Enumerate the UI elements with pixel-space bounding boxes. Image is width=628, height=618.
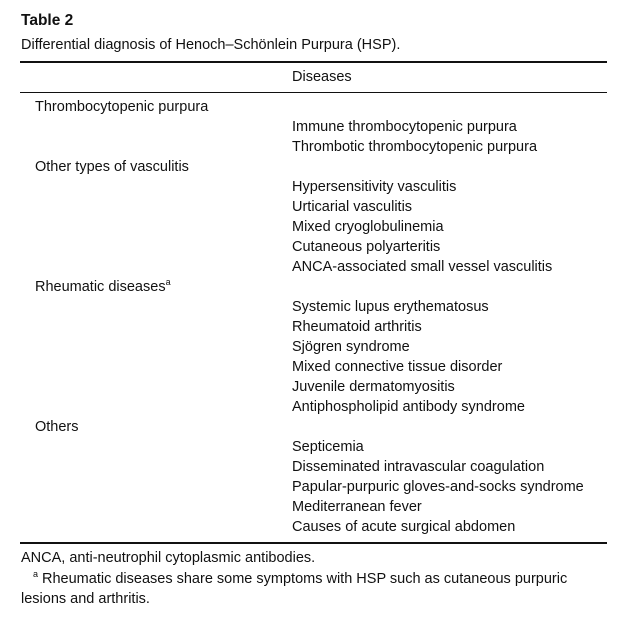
disease-item: Mediterranean fever (292, 499, 422, 515)
disease-item: Causes of acute surgical abdomen (292, 519, 516, 535)
top-rule (20, 61, 607, 63)
category-text: Rheumatic diseases (35, 279, 166, 295)
disease-item: Mixed connective tissue disorder (292, 359, 503, 375)
footnote-mark: a (165, 277, 171, 287)
disease-item: ANCA-associated small vessel vasculitis (292, 259, 553, 275)
table-caption: Differential diagnosis of Henoch–Schönlein Purpura (HSP). (21, 37, 401, 53)
disease-item: Thrombotic thrombocytopenic purpura (292, 139, 538, 155)
disease-item: Hypersensitivity vasculitis (292, 179, 457, 195)
disease-item: Urticarial vasculitis (292, 199, 413, 215)
category-thrombocytopenic-purpura: Thrombocytopenic purpura (35, 99, 209, 115)
disease-item: Antiphospholipid antibody syndrome (292, 399, 525, 415)
disease-item: Papular-purpuric gloves-and-socks syndrome (292, 479, 584, 495)
disease-item: Systemic lupus erythematosus (292, 299, 489, 315)
disease-item: Septicemia (292, 439, 364, 455)
footnote-text: Rheumatic diseases share some symptoms with HSP such as cutaneous purpuric lesions and arthritis. (21, 571, 568, 607)
disease-item: Immune thrombocytopenic purpura (292, 119, 517, 135)
footnote-abbreviation: ANCA, anti-neutrophil cytoplasmic antibodies. (21, 550, 316, 566)
disease-item: Cutaneous polyarteritis (292, 239, 441, 255)
footnote-rheumatic (21, 569, 611, 609)
bottom-rule (20, 542, 607, 544)
disease-item: Sjögren syndrome (292, 339, 410, 355)
disease-item: Mixed cryoglobulinemia (292, 219, 444, 235)
footnote-mark: a (33, 569, 39, 579)
category-other-vasculitis: Other types of vasculitis (35, 159, 189, 175)
category-rheumatic-diseases (35, 277, 171, 297)
disease-item: Rheumatoid arthritis (292, 319, 422, 335)
disease-item: Disseminated intravascular coagulation (292, 459, 545, 475)
category-others: Others (35, 419, 79, 435)
disease-item: Juvenile dermatomyositis (292, 379, 455, 395)
header-rule (20, 92, 607, 93)
table-label: Table 2 (21, 12, 74, 29)
column-header-diseases: Diseases (292, 69, 352, 85)
